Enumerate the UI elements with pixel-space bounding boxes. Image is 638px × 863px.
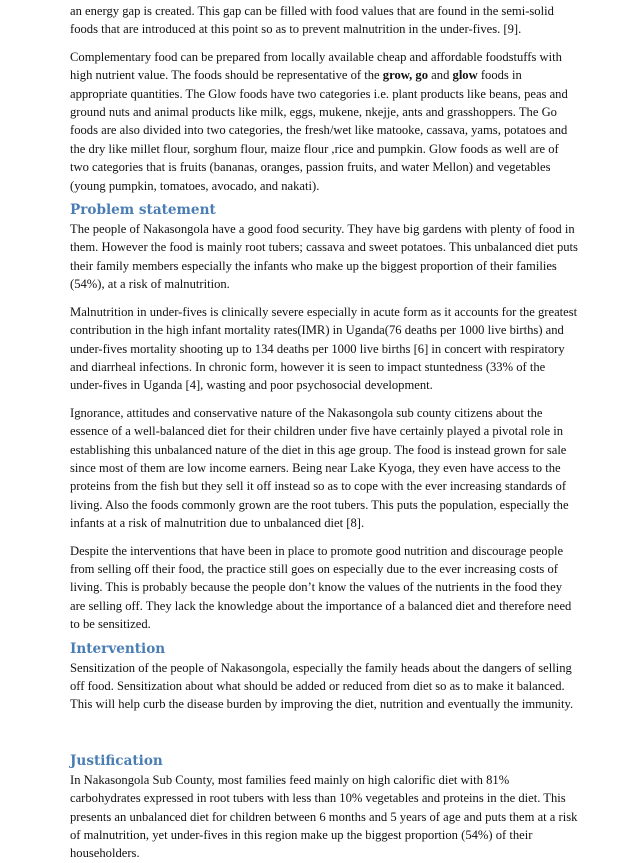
text-run: Complementary food can be prepared from locally available cheap and affordable foodstuffs with high nutrient value. The foods should be representative of the: [70, 49, 562, 83]
paragraph-malnutrition: Malnutrition in under-fives is clinically severe especially in acute form as it accounts for the greatest contribution in the high infant mortality rates(IMR) in Uganda(76 deaths per 1000 live births) and under-fives mortality shooting up to 134 deaths per 1000 live births [6] in concert with respiratory and diarrheal infections. In chronic form, however it is seen to impact stuntedness (33% of the under-fives in Uganda [4], wasting and poor psychosocial development.: [70, 304, 578, 393]
paragraph-interventions: Despite the interventions that have been in place to promote good nutrition and discourage people from selling off their food, the practice still goes on especially due to the ever increasing costs of living. This is probably because the people don’t know the values of the nutrients in the food they are selling off. They lack the knowledge about the importance of a balanced diet and therefore need to be sensitized.: [70, 543, 572, 632]
text-run: foods in appropriate quantities. The Glow foods have two categories i.e. plant products like beans, peas and ground nuts and animal products like milk, eggs, mukene, nkejje, ants and grasshoppers. The Go foods are also divided into two categories, the fresh/wet like matooke, cassava, yams, potatoes and the dry like millet flour, sorghum flour, maize flour ,rice and pumpkin. Glow foods as well are of two categories that is fruits (bananas, oranges, passion fruits, and water Mellon) and vegetables (young pumpkin, tomatoes, avocado, and nakati).: [70, 68, 568, 193]
heading-problem-statement: Problem statement: [70, 202, 216, 219]
paragraph-energy-gap: an energy gap is created. This gap can be filled with food values that are found in the semi-solid foods that are introduced at this point so as to prevent malnutrition in the under-fives. [9].: [70, 4, 554, 37]
paragraph-food-security: The people of Nakasongola have a good food security. They have big gardens with plenty of food in them. However the food is mainly root tubers; cassava and sweet potatoes. This unbalanced diet puts their family members especially the infants who make up the biggest proportion of their families (54%), at a risk of malnutrition.: [70, 222, 578, 292]
bold-glow: glow: [452, 68, 478, 83]
paragraph-justification: In Nakasongola Sub County, most families feed mainly on high calorific diet with 81% carbohydrates expressed in root tubers with less than 10% vegetables and proteins in the diet. This presents an unbalanced diet for children between 6 months and 5 years of age and puts them at a risk of malnutrition, yet under-fives in this region make up the biggest proportion (54%) of their householders.: [70, 772, 578, 861]
bold-grow-go: grow, go: [382, 68, 429, 83]
text-run: and: [428, 68, 453, 83]
heading-justification: Justification: [70, 752, 163, 769]
document-page: [70, 2, 580, 863]
paragraph-complementary-food: [70, 48, 580, 195]
paragraph-sensitization: Sensitization of the people of Nakasongola, especially the family heads about the dangers of selling off food. Sensitization about what should be added or reduced from diet so as to make it balanced. This will help curb the disease burden by improving the diet, nutrition and eventually the immunity.: [70, 660, 574, 712]
heading-intervention: Intervention: [70, 640, 166, 657]
paragraph-ignorance: Ignorance, attitudes and conservative nature of the Nakasongola sub county citizens about the essence of a well-balanced diet for their children under five have certainly played a pivotal role in establishing this unbalanced nature of the diet in this age group. The food is instead grown for sale since most of them are low income earners. Being near Lake Kyoga, they even have access to the proteins from the fish but they sell it off instead so as to cope with the ever increasing standards of living. Also the foods commonly grown are the root tubers. This puts the population, especially the infants at a risk of malnutrition due to unbalanced diet [8].: [70, 405, 569, 531]
